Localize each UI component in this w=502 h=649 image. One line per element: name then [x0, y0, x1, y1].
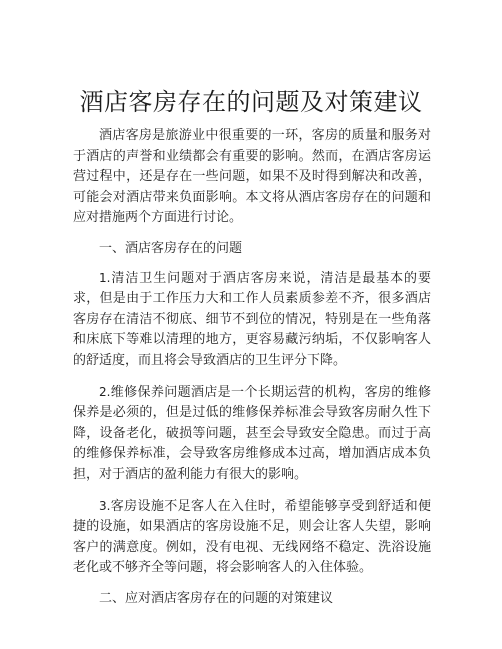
problem-item-facilities — [73, 496, 431, 579]
item-number: 2. — [99, 384, 111, 399]
document-body — [73, 126, 431, 617]
item-text: 维修保养问题酒店是一个长期运营的机构，客房的维修保养是必须的，但是过低的维修保养标准会导致客房耐久性下降，设备老化，破损等问题，甚至会导致安全隐患。而过于高的维修保养标准，会导致客房维修成本过高，增加酒店成本负担，对于酒店的盈利能力有很大的影响。 — [73, 384, 431, 482]
document-title: 酒店客房存在的问题及对策建议 — [79, 88, 423, 116]
item-text: 清洁卫生问题对于酒店客房来说，清洁是最基本的要求，但是由于工作压力大和工作人员素质参差不齐，很多酒店客房存在清洁不彻底、细节不到位的情况，特别是在一些角落和床底下等难以清理的地方，更容易藏污纳垢，不仅影响客人的舒适度，而且将会导致酒店的卫生评分下降。 — [73, 270, 431, 368]
intro-paragraph: 酒店客房是旅游业中很重要的一环，客房的质量和服务对于酒店的声誉和业绩都会有重要的影响。然而，在酒店客房运营过程中，还是存在一些问题，如果不及时得到解决和改善，可能会对酒店带来负面影响。本文将从酒店客房存在的问题和应对措施两个方面进行讨论。 — [73, 128, 431, 226]
section-heading-solutions: 二、应对酒店客房存在的问题的对策建议 — [99, 590, 334, 606]
item-number: 1. — [99, 270, 111, 285]
item-number: 3. — [99, 498, 111, 513]
problem-item-cleaning — [73, 268, 431, 372]
problem-item-maintenance — [73, 382, 431, 486]
section-heading-problems: 一、酒店客房存在的问题 — [99, 240, 243, 256]
item-text: 客房设施不足客人在入住时，希望能够享受到舒适和便捷的设施，如果酒店的客房设施不足，则会让客人失望，影响客户的满意度。例如，没有电视、无线网络不稳定、洗浴设施老化或不够齐全等问题，将会影响客人的入住体验。 — [73, 498, 431, 576]
